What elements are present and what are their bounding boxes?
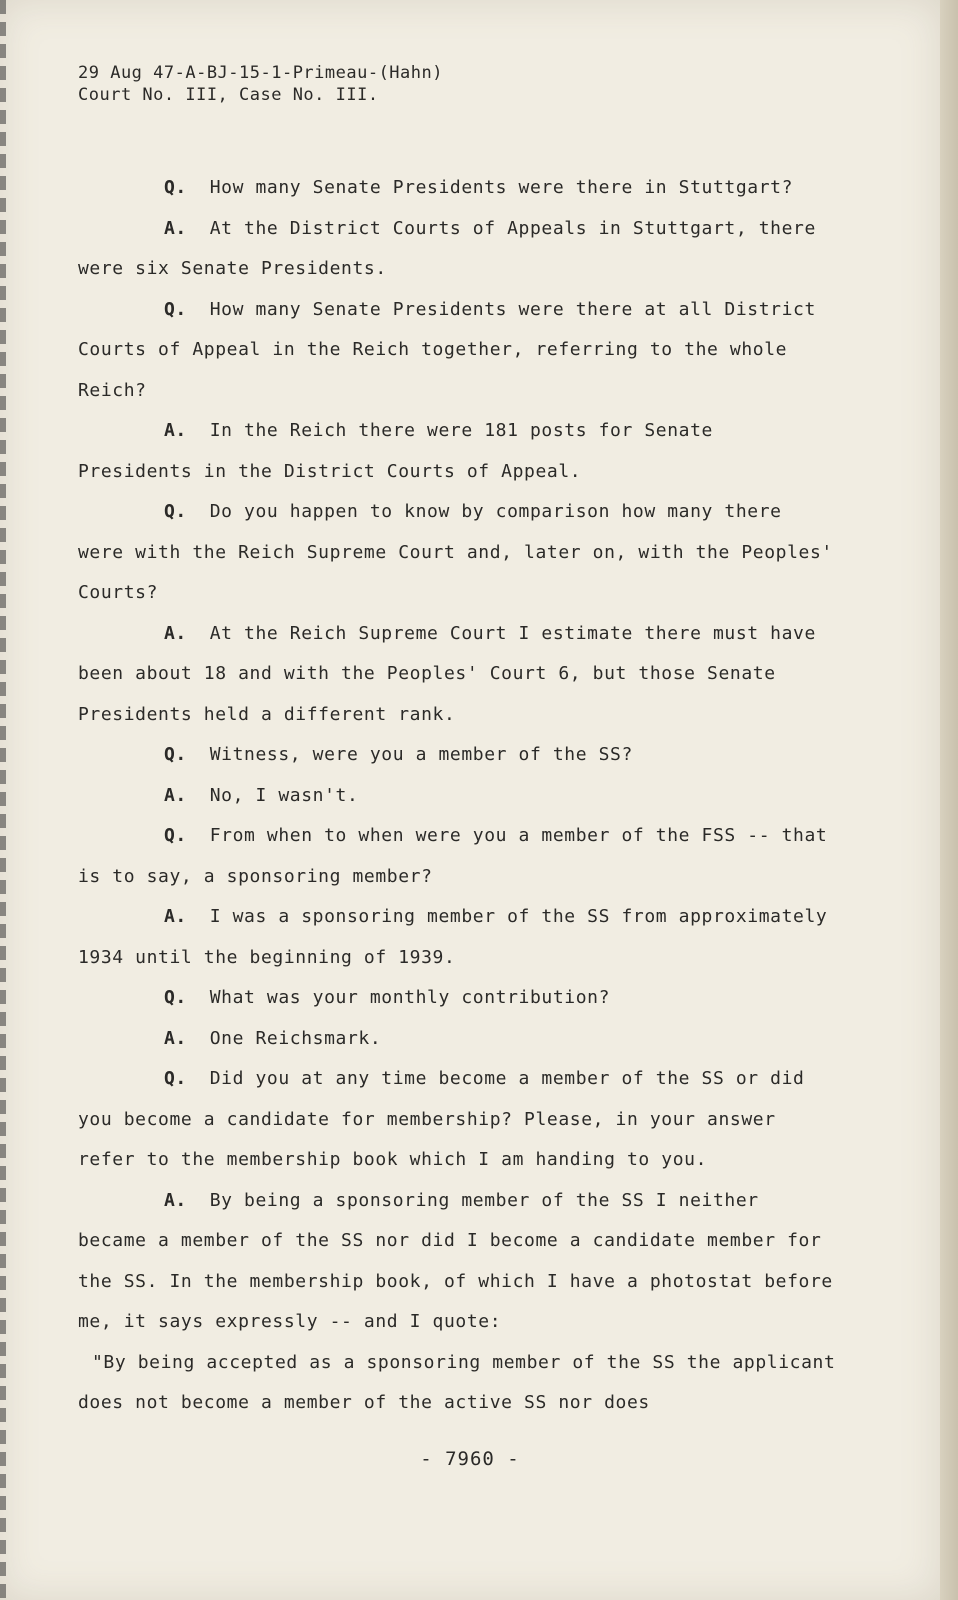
qa-paragraph: [78, 614, 838, 736]
paper-edge: [940, 0, 958, 1600]
speaker-label: Q.: [164, 1068, 187, 1089]
speaker-label: Q.: [164, 177, 187, 198]
qa-paragraph: [78, 168, 838, 209]
speaker-label: Q.: [164, 298, 187, 320]
paragraph-text: One Reichsmark.: [209, 1027, 382, 1049]
paragraph-text: What was your monthly contribution?: [209, 987, 611, 1008]
paragraph-text: I was a sponsoring member of the SS from approximately 1934 until the beginning of 1939.: [78, 906, 828, 968]
speaker-label: A.: [164, 622, 187, 644]
qa-paragraph: [78, 209, 838, 290]
document-header: [78, 62, 443, 106]
paragraph-text: By being a sponsoring member of the SS I neither became a member of the SS nor did I become a candidate member for the SS. In the membership book, of which I have a photostat before me, it says expressly -- and I quote:: [78, 1189, 833, 1332]
qa-paragraph: [78, 1181, 838, 1343]
header-court: Court No. III, Case No. III.: [78, 85, 379, 105]
speaker-label: A.: [164, 1027, 187, 1049]
paragraph-text: At the Reich Supreme Court I estimate there must have been about 18 and with the Peoples' Court 6, but those Senate Presidents held a different rank.: [78, 622, 816, 725]
speaker-label: A.: [164, 784, 187, 806]
qa-paragraph: [78, 776, 838, 817]
speaker-label: A.: [164, 906, 187, 927]
page-number: - 7960 -: [420, 1448, 520, 1470]
speaker-label: Q.: [164, 825, 187, 846]
qa-paragraph: [78, 816, 838, 897]
speaker-label: A.: [164, 420, 187, 441]
qa-paragraph: [78, 411, 838, 492]
header-reference: 29 Aug 47-A-BJ-15-1-Primeau-(Hahn): [78, 63, 443, 83]
speaker-label: Q.: [164, 501, 187, 522]
paragraph-text: No, I wasn't.: [209, 784, 359, 806]
paragraph-text: How many Senate Presidents were there at all District Courts of Appeal in the Reich together, referring to the whole Reich?: [78, 298, 816, 401]
qa-paragraph: [78, 492, 838, 614]
speaker-label: Q.: [164, 987, 187, 1008]
transcript-body: [78, 168, 838, 1424]
paragraph-text: Witness, were you a member of the SS?: [209, 744, 633, 765]
qa-paragraph: [78, 897, 838, 978]
binder-edge: [0, 0, 6, 1600]
speaker-label: A.: [164, 1189, 187, 1211]
paragraph-text: From when to when were you a member of the FSS -- that is to say, a sponsoring member?: [78, 825, 828, 887]
paragraph-text: Did you at any time become a member of the SS or did you become a candidate for membership? Please, in your answer refer to the membership book which I am handing to you.: [78, 1068, 805, 1170]
qa-paragraph: [78, 290, 838, 412]
quoted-passage: "By being accepted as a sponsoring member of the SS the applicant does not become a member of the active SS nor does: [78, 1351, 836, 1413]
speaker-label: A.: [164, 217, 187, 239]
speaker-label: Q.: [164, 744, 187, 765]
qa-paragraph: [78, 1019, 838, 1060]
qa-paragraph: [78, 1059, 838, 1181]
paragraph-text: At the District Courts of Appeals in Stuttgart, there were six Senate Presidents.: [78, 217, 816, 279]
qa-paragraph: [78, 735, 838, 776]
qa-paragraph: [78, 978, 838, 1019]
paragraph-text: In the Reich there were 181 posts for Senate Presidents in the District Courts of Appeal.: [78, 420, 713, 482]
paragraph-text: How many Senate Presidents were there in Stuttgart?: [209, 177, 794, 198]
paragraph-text: Do you happen to know by comparison how many there were with the Reich Supreme Court and, later on, with the Peoples' Courts?: [78, 501, 833, 603]
